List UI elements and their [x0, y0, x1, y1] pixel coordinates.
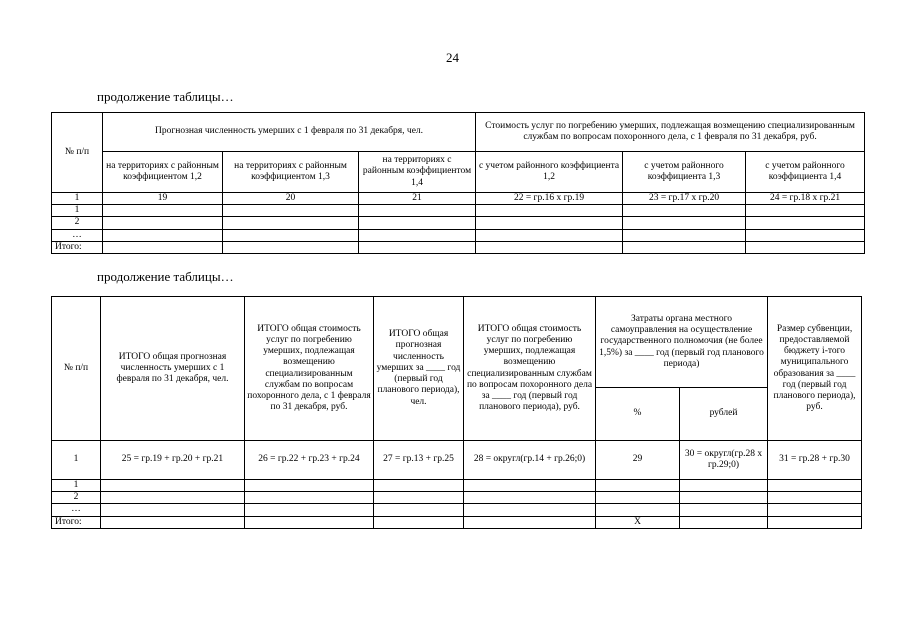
table-cell	[101, 492, 245, 504]
column-number-row	[52, 193, 865, 205]
table-row-total	[52, 516, 862, 528]
header-sub: на территориях с районным коэффициентом 1,2	[103, 152, 223, 193]
col-number: 21	[359, 193, 476, 205]
table-row	[52, 504, 862, 516]
table-row	[52, 229, 865, 241]
table-caption-2: продолжение таблицы…	[97, 269, 234, 284]
header-subvention-size: Размер субвенции, предоставляемой бюджету i-того муниципального образования за ____ год (первый год планового периода), руб.	[768, 297, 862, 441]
table-cell	[476, 205, 623, 217]
table-cell	[746, 217, 865, 229]
table-row	[52, 480, 862, 492]
col-number: 23 = гр.17 х гр.20	[623, 193, 746, 205]
col-number: 31 = гр.28 + гр.30	[768, 441, 862, 480]
page-number: 24	[446, 50, 459, 65]
table-cell	[103, 229, 223, 241]
table-cell	[623, 217, 746, 229]
table-cell	[768, 504, 862, 516]
table-row-total	[52, 241, 865, 253]
table-cell	[223, 229, 359, 241]
table-cell	[359, 241, 476, 253]
table-cell	[768, 480, 862, 492]
col-number: 24 = гр.18 х гр.21	[746, 193, 865, 205]
table-cell	[476, 229, 623, 241]
header-sub: с учетом районного коэффициента 1,2	[476, 152, 623, 193]
table-cell	[101, 504, 245, 516]
header-sub: на территориях с районным коэффициентом 1,4	[359, 152, 476, 193]
header-total-deceased-count: ИТОГО общая прогнозная численность умерших с 1 февраля по 31 декабря, чел.	[101, 297, 245, 441]
header-total-burial-cost-year: ИТОГО общая стоимость услуг по погребению умерших, подлежащая возмещению специализированным службам по вопросам похоронного дела за ____ год (первый год планового периода), руб.	[464, 297, 596, 441]
table-cell	[476, 217, 623, 229]
table-1	[51, 112, 865, 254]
table-cell	[596, 480, 680, 492]
header-num: № п/п	[52, 113, 103, 193]
table-2	[51, 296, 862, 529]
table-row	[52, 492, 862, 504]
col-number: 19	[103, 193, 223, 205]
table-cell	[101, 480, 245, 492]
table-cell	[245, 480, 374, 492]
table-cell	[223, 241, 359, 253]
header-total-burial-cost: ИТОГО общая стоимость услуг по погребению умерших, подлежащая возмещению специализированным службам по вопросам похоронного дела, с 1 февраля по 31 декабря, руб.	[245, 297, 374, 441]
table-cell	[464, 480, 596, 492]
row-label: 1	[52, 205, 103, 217]
col-number: 22 = гр.16 х гр.19	[476, 193, 623, 205]
header-group-burial-cost: Стоимость услуг по погребению умерших, подлежащая возмещению специализированным службам по вопросам похоронного дела, с 1 февраля по 31 декабря, руб.	[476, 113, 865, 152]
table-cell	[101, 516, 245, 528]
header-group-deceased-count: Прогнозная численность умерших с 1 февраля по 31 декабря, чел.	[103, 113, 476, 152]
col-number: 26 = гр.22 + гр.23 + гр.24	[245, 441, 374, 480]
row-label: 2	[52, 217, 103, 229]
header-sub: на территориях с районным коэффициентом 1,3	[223, 152, 359, 193]
table-cell	[223, 217, 359, 229]
table-cell	[746, 205, 865, 217]
table-cell	[623, 229, 746, 241]
table-cell	[374, 516, 464, 528]
header-admin-costs: Затраты органа местного самоуправления на осуществление государственного полномочия (не более 1,5%) за ____ год (первый год планового периода)	[596, 297, 768, 388]
header-sub: с учетом районного коэффициента 1,3	[623, 152, 746, 193]
table-cell	[374, 504, 464, 516]
header-total-deceased-year: ИТОГО общая прогнозная численность умерших за ____ год (первый год планового периода), чел.	[374, 297, 464, 441]
table-cell	[680, 516, 768, 528]
col-number: 1	[52, 193, 103, 205]
table-cell	[746, 229, 865, 241]
table-cell	[103, 217, 223, 229]
table-cell	[476, 241, 623, 253]
col-number: 28 = округл(гр.14 + гр.26;0)	[464, 441, 596, 480]
table-cell	[464, 516, 596, 528]
table-cell	[680, 504, 768, 516]
table-caption-1: продолжение таблицы…	[97, 89, 234, 104]
col-number: 20	[223, 193, 359, 205]
table-cell	[680, 480, 768, 492]
col-number: 25 = гр.19 + гр.20 + гр.21	[101, 441, 245, 480]
col-number: 29	[596, 441, 680, 480]
table-cell	[359, 205, 476, 217]
header-sub: с учетом районного коэффициента 1,4	[746, 152, 865, 193]
table-cell	[596, 492, 680, 504]
table-cell	[359, 229, 476, 241]
col-number: 27 = гр.13 + гр.25	[374, 441, 464, 480]
table-cell	[103, 241, 223, 253]
row-label-total: Итого:	[52, 516, 101, 528]
table-cell	[596, 504, 680, 516]
col-number: 30 = округл(гр.28 х гр.29;0)	[680, 441, 768, 480]
table-cell	[374, 480, 464, 492]
total-x-mark: X	[596, 516, 680, 528]
table-row	[52, 217, 865, 229]
table-cell	[245, 504, 374, 516]
col-number: 1	[52, 441, 101, 480]
table-cell	[464, 492, 596, 504]
header-num: № п/п	[52, 297, 101, 441]
table-row	[52, 205, 865, 217]
table-cell	[245, 492, 374, 504]
table-cell	[746, 241, 865, 253]
table-cell	[103, 205, 223, 217]
table-cell	[245, 516, 374, 528]
table-cell	[374, 492, 464, 504]
table-cell	[623, 205, 746, 217]
row-label-total: Итого:	[52, 241, 103, 253]
column-number-row	[52, 441, 862, 480]
row-label: …	[52, 504, 101, 516]
table-cell	[623, 241, 746, 253]
header-rubles: рублей	[680, 388, 768, 441]
table-cell	[359, 217, 476, 229]
table-cell	[464, 504, 596, 516]
table-cell	[680, 492, 768, 504]
table-cell	[768, 492, 862, 504]
row-label: …	[52, 229, 103, 241]
table-cell	[768, 516, 862, 528]
row-label: 1	[52, 480, 101, 492]
table-cell	[223, 205, 359, 217]
row-label: 2	[52, 492, 101, 504]
header-percent: %	[596, 388, 680, 441]
